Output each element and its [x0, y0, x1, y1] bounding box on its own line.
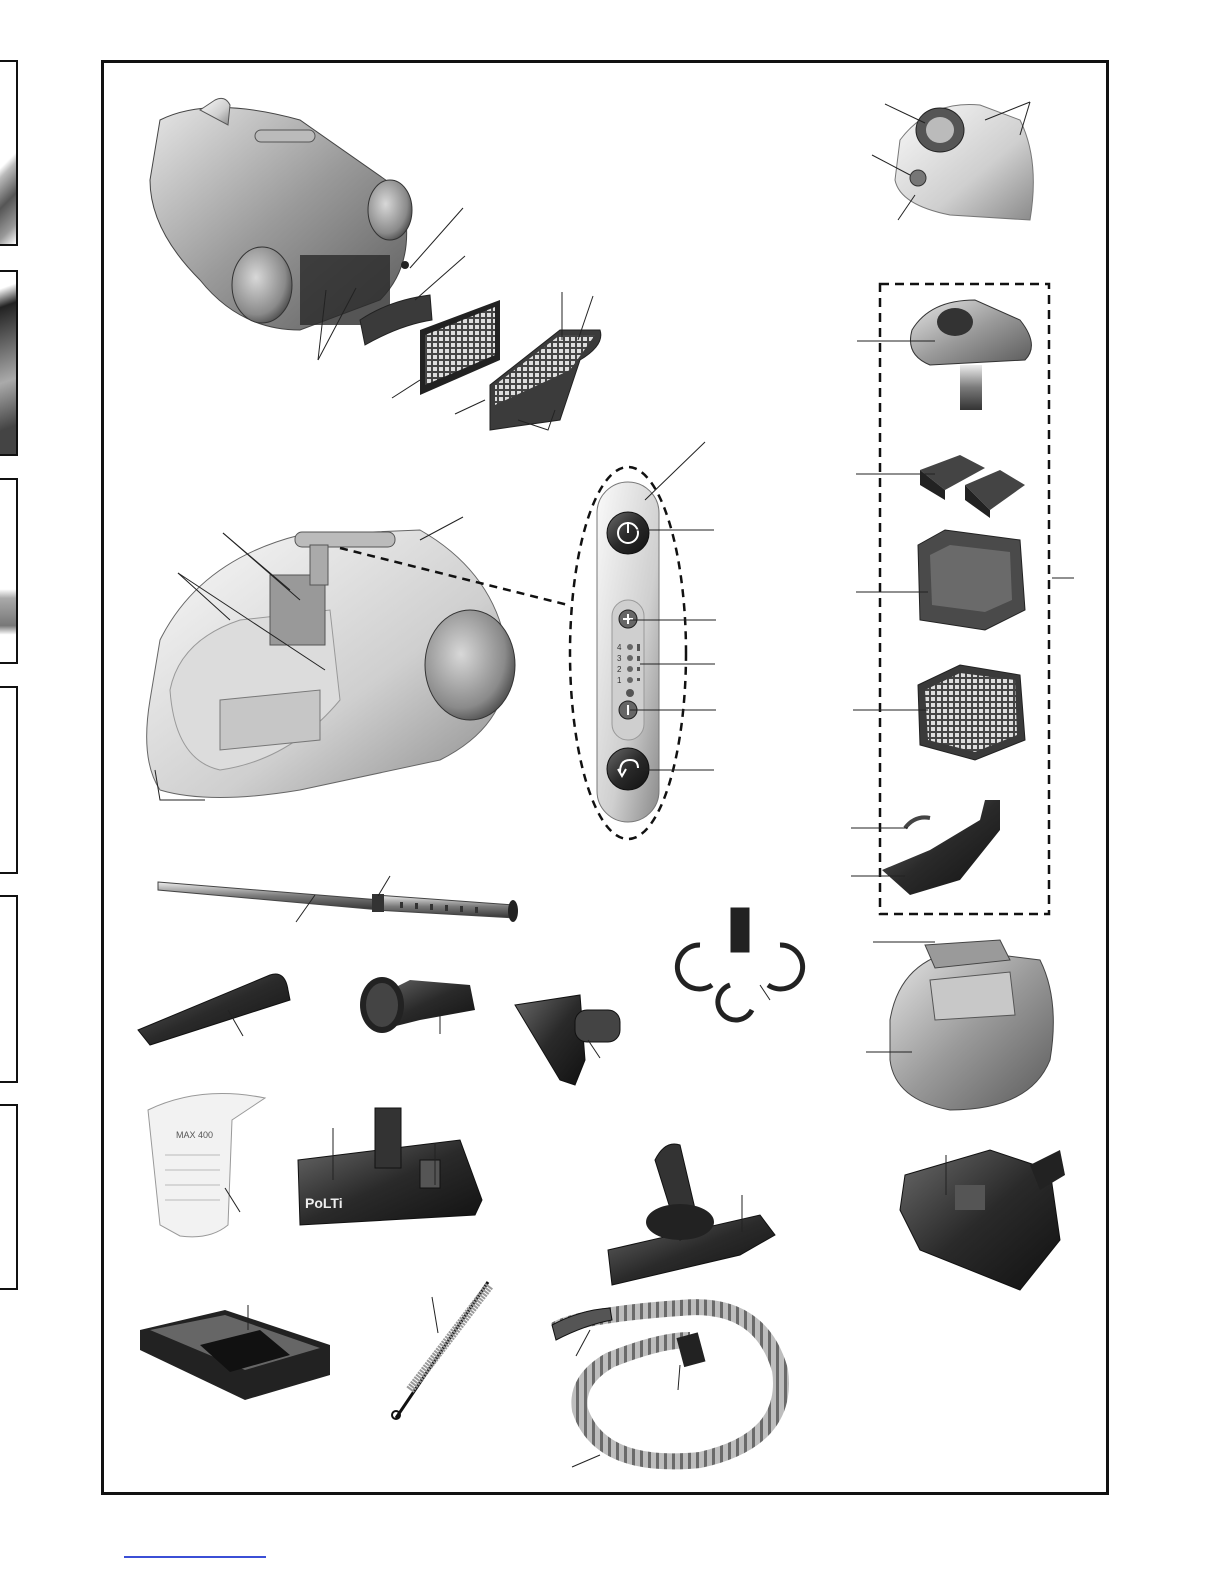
filter-grille — [490, 330, 601, 430]
round-dust-brush — [360, 977, 475, 1033]
level-3: 3 — [617, 654, 622, 663]
filter-sponges — [920, 455, 1025, 518]
vacuum-body-closed — [147, 530, 515, 798]
level-1: 1 — [617, 676, 622, 685]
crevice-tool — [138, 974, 290, 1045]
water-reservoir-body — [890, 940, 1053, 1110]
telescopic-tube — [158, 882, 518, 922]
flexible-hose — [552, 1307, 781, 1461]
floor-cloth-pad — [140, 1310, 330, 1400]
brand-logo: PoLTi — [305, 1195, 343, 1211]
turbo-brush — [900, 1150, 1065, 1290]
upholstery-tool — [515, 995, 620, 1085]
floor-brush — [298, 1108, 482, 1225]
cord-rewind-button[interactable] — [607, 748, 649, 790]
vacuum-body-open — [150, 98, 412, 330]
filter-basket — [918, 665, 1025, 760]
footer-link-underline[interactable] — [124, 1556, 266, 1558]
parquet-brush — [608, 1144, 775, 1285]
fan-icon — [626, 689, 634, 697]
filter-sleeve — [918, 530, 1025, 630]
filter-kit-lid — [910, 300, 1031, 410]
cleaning-brush — [392, 1282, 490, 1419]
level-2: 2 — [617, 665, 622, 674]
water-reservoir-top — [895, 104, 1033, 220]
cup-max-label: MAX 400 — [176, 1130, 214, 1140]
measuring-cup — [148, 1094, 265, 1237]
accessory-holder — [677, 910, 802, 1020]
level-4: 4 — [617, 643, 622, 652]
filter-ring-and-nozzle — [882, 800, 1000, 895]
